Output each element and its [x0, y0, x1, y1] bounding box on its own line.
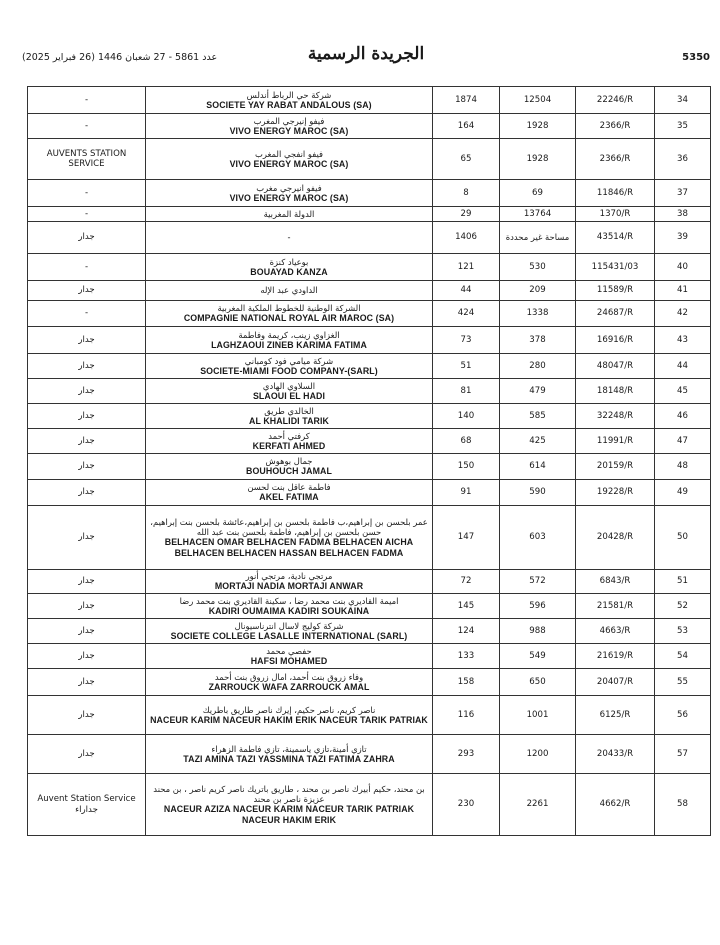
- title-ref-cell: 6843/R: [576, 570, 655, 594]
- row-number-cell: 52: [655, 594, 711, 619]
- row-number-cell: 53: [655, 619, 711, 644]
- title-ref-cell: 11846/R: [576, 180, 655, 207]
- area-cell: 91: [433, 480, 500, 506]
- row-number-cell: 48: [655, 454, 711, 480]
- title-ref-cell: 32248/R: [576, 404, 655, 429]
- note-text: -: [84, 94, 89, 105]
- owner-name-arabic: مرتجي نادية، مرتجي أنور: [245, 571, 333, 582]
- total-area-cell: 988: [500, 619, 576, 644]
- owner-cell: [146, 379, 433, 404]
- note-cell: [28, 139, 146, 180]
- owner-name-arabic: شركة كوليج لاسال انترناسيونال: [234, 620, 344, 631]
- total-area-cell: 1928: [500, 114, 576, 139]
- row-number-cell: 43: [655, 327, 711, 354]
- row-number-cell: 45: [655, 379, 711, 404]
- owner-cell: [146, 222, 433, 254]
- owner-name-arabic: فيفو انفجي المغرب: [255, 148, 323, 159]
- title-ref-cell: 21581/R: [576, 594, 655, 619]
- row-number-cell: 49: [655, 480, 711, 506]
- row-number-cell: 34: [655, 87, 711, 114]
- area-cell: 81: [433, 379, 500, 404]
- title-ref-cell: 22246/R: [576, 87, 655, 114]
- row-number-cell: 41: [655, 281, 711, 301]
- owner-name-latin: BOUAYAD KANZA: [250, 266, 328, 277]
- row-number-cell: 50: [655, 506, 711, 570]
- note-text: جدار: [78, 576, 95, 587]
- note-text: جدار: [78, 385, 95, 396]
- note-text: جدار: [78, 461, 95, 472]
- owner-name-latin: VIVO ENERGY MAROC (SA): [229, 158, 349, 169]
- owner-name-arabic: فيفو إنيرجي المغرب: [253, 115, 325, 126]
- note-text: جدار: [78, 625, 95, 636]
- note-cell: [28, 207, 146, 222]
- owner-cell: [146, 207, 433, 222]
- total-area-cell: 1338: [500, 301, 576, 327]
- note-cell: [28, 327, 146, 354]
- owner-name-latin: BOUHOUCH JAMAL: [246, 466, 332, 477]
- row-number-cell: 39: [655, 222, 711, 254]
- note-cell: [28, 114, 146, 139]
- table-row: [28, 180, 711, 207]
- total-area-cell: 549: [500, 644, 576, 669]
- owner-cell: [146, 254, 433, 281]
- area-cell: 230: [433, 774, 500, 836]
- owner-name-arabic: تازي أمينة،تازي ياسمينة، تازي فاطمة الزهراء: [211, 743, 367, 754]
- owner-cell: [146, 644, 433, 669]
- owner-cell: [146, 669, 433, 696]
- note-text: جدار: [78, 334, 95, 345]
- note-cell: [28, 429, 146, 454]
- area-cell: 73: [433, 327, 500, 354]
- title-ref-cell: 11589/R: [576, 281, 655, 301]
- table-row: [28, 354, 711, 379]
- note-cell: [28, 774, 146, 836]
- row-number-cell: 42: [655, 301, 711, 327]
- note-text: جدار: [78, 600, 95, 611]
- table-row: [28, 207, 711, 222]
- owner-cell: [146, 570, 433, 594]
- note-text: جدار: [78, 709, 95, 720]
- owner-cell: [146, 301, 433, 327]
- row-number-cell: 36: [655, 139, 711, 180]
- total-area-cell: 425: [500, 429, 576, 454]
- area-cell: 51: [433, 354, 500, 379]
- title-ref-cell: 11991/R: [576, 429, 655, 454]
- owner-name-latin: KADIRI OUMAIMA KADIRI SOUKAINA: [208, 605, 370, 616]
- table-row: [28, 114, 711, 139]
- title-ref-cell: 24687/R: [576, 301, 655, 327]
- title-ref-cell: 6125/R: [576, 696, 655, 735]
- total-area-cell: 585: [500, 404, 576, 429]
- title-ref-cell: 43514/R: [576, 222, 655, 254]
- total-area-cell: 209: [500, 281, 576, 301]
- owner-name-arabic: عمر بلحسن بن إبراهيم،ب فاطمة بلحسن بن إبراهيم،عائشة بلحسن بنت إبراهيم، حسن بلحسن بن إبراهيم، فاطمة بلحسن بنت عبد الله: [150, 516, 428, 537]
- note-cell: [28, 454, 146, 480]
- area-cell: 116: [433, 696, 500, 735]
- table-row: [28, 735, 711, 774]
- table-row: [28, 87, 711, 114]
- table-row: [28, 480, 711, 506]
- owner-cell: [146, 114, 433, 139]
- owner-name-latin: LAGHZAOUI ZINEB KARIMA FATIMA: [211, 339, 367, 350]
- area-cell: 158: [433, 669, 500, 696]
- row-number-cell: 40: [655, 254, 711, 281]
- table-row: [28, 454, 711, 480]
- owner-name-latin: VIVO ENERGY MAROC (SA): [229, 192, 349, 203]
- note-cell: [28, 254, 146, 281]
- area-cell: 145: [433, 594, 500, 619]
- note-text: AUVENTS STATION SERVICE: [46, 148, 127, 169]
- note-text: -: [84, 120, 89, 131]
- title-ref-cell: 4663/R: [576, 619, 655, 644]
- note-cell: [28, 570, 146, 594]
- table-row: [28, 404, 711, 429]
- owner-cell: [146, 619, 433, 644]
- total-area-cell: 572: [500, 570, 576, 594]
- area-cell: 121: [433, 254, 500, 281]
- note-text: -: [84, 308, 89, 319]
- owner-name-latin: BELHACEN OMAR BELHACEN FADMA BELHACEN AICHA BELHACEN BELHACEN HASSAN BELHACEN FADMA: [164, 537, 414, 558]
- row-number-cell: 35: [655, 114, 711, 139]
- owner-name-arabic: اميمة القاديري بنت محمد رضا ، سكينة القاديري بنت محمد رضا: [179, 595, 399, 606]
- owner-name-latin: COMPAGNIE NATIONAL ROYAL AIR MAROC (SA): [183, 313, 395, 324]
- owner-name-latin: SOCIETE-MIAMI FOOD COMPANY-(SARL): [200, 365, 378, 376]
- owner-name-latin: NACEUR KARIM NACEUR HAKIM ERIK NACEUR TARIK PATRIAK: [150, 714, 428, 725]
- owner-name-arabic: الداودي عبد الإله: [260, 285, 318, 296]
- owner-cell: [146, 735, 433, 774]
- issue-info: عدد 5861 - 27 شعبان 1446 (26 فبراير 2025): [22, 52, 218, 63]
- area-cell: 8: [433, 180, 500, 207]
- table-row: [28, 774, 711, 836]
- note-text: جدار: [78, 532, 95, 543]
- area-cell: 293: [433, 735, 500, 774]
- owner-name-arabic: الدولة المغربية: [263, 208, 315, 219]
- note-cell: [28, 222, 146, 254]
- total-area-cell: 1200: [500, 735, 576, 774]
- area-cell: 150: [433, 454, 500, 480]
- total-area-cell: 12504: [500, 87, 576, 114]
- row-number-cell: 38: [655, 207, 711, 222]
- area-cell: 44: [433, 281, 500, 301]
- owner-cell: [146, 454, 433, 480]
- area-cell: 164: [433, 114, 500, 139]
- page-header: [22, 42, 710, 68]
- owner-name-latin: HAFSI MOHAMED: [250, 655, 328, 666]
- area-cell: 65: [433, 139, 500, 180]
- table-row: [28, 379, 711, 404]
- title-ref-cell: 18148/R: [576, 379, 655, 404]
- title-ref-cell: 20159/R: [576, 454, 655, 480]
- page-number: 5350: [682, 52, 710, 63]
- title-ref-cell: 19228/R: [576, 480, 655, 506]
- table-row: [28, 327, 711, 354]
- note-text: جدار: [78, 435, 95, 446]
- title-ref-cell: 21619/R: [576, 644, 655, 669]
- table-row: [28, 669, 711, 696]
- table-row: [28, 139, 711, 180]
- owner-cell: [146, 180, 433, 207]
- row-number-cell: 47: [655, 429, 711, 454]
- owner-name-latin: TAZI AMINA TAZI YASSMINA TAZI FATIMA ZAHRA: [183, 753, 395, 764]
- note-text: جدار: [78, 487, 95, 498]
- note-cell: [28, 619, 146, 644]
- owner-name-arabic: الغزاوي زينب، كريمة وفاطمة: [238, 329, 340, 340]
- area-cell: 133: [433, 644, 500, 669]
- gazette-title: الجريدة الرسمية: [307, 44, 425, 64]
- owner-name-latin: SLAOUI EL HADI: [252, 390, 326, 401]
- note-cell: [28, 669, 146, 696]
- row-number-cell: 56: [655, 696, 711, 735]
- owner-name-arabic: الشركة الوطنية للخطوط الملكية المغربية: [217, 303, 361, 314]
- row-number-cell: 57: [655, 735, 711, 774]
- total-area-cell: 596: [500, 594, 576, 619]
- note-text: جدار: [78, 676, 95, 687]
- title-ref-cell: 1370/R: [576, 207, 655, 222]
- title-ref-cell: 115431/03: [576, 254, 655, 281]
- title-ref-cell: 2366/R: [576, 139, 655, 180]
- note-cell: [28, 644, 146, 669]
- owner-name-latin: SOCIETE YAY RABAT ANDALOUS (SA): [206, 99, 372, 110]
- row-number-cell: 54: [655, 644, 711, 669]
- row-number-cell: 55: [655, 669, 711, 696]
- owner-name-latin: KERFATI AHMED: [252, 440, 326, 451]
- title-ref-cell: 2366/R: [576, 114, 655, 139]
- note-cell: [28, 87, 146, 114]
- owner-cell: [146, 327, 433, 354]
- total-area-cell: 280: [500, 354, 576, 379]
- note-text: Auvent Station Service جداراء: [37, 794, 136, 815]
- table-row: [28, 301, 711, 327]
- total-area-cell: 614: [500, 454, 576, 480]
- note-text: جدار: [78, 360, 95, 371]
- note-cell: [28, 379, 146, 404]
- area-cell: 424: [433, 301, 500, 327]
- note-cell: [28, 480, 146, 506]
- owner-cell: [146, 696, 433, 735]
- owner-name-arabic: السلاوي الهادي: [262, 380, 316, 391]
- note-text: جدار: [78, 748, 95, 759]
- owner-name-latin: ZARROUCK WAFA ZARROUCK AMAL: [208, 681, 370, 692]
- total-area-cell: 378: [500, 327, 576, 354]
- area-cell: 124: [433, 619, 500, 644]
- note-text: -: [84, 208, 89, 219]
- note-text: جدار: [78, 285, 95, 296]
- owner-name-latin: NACEUR AZIZA NACEUR KARIM NACEUR TARIK PATRIAK NACEUR HAKIM ERIK: [163, 804, 415, 825]
- total-area-cell: 650: [500, 669, 576, 696]
- owner-name-arabic: شركة ميامي فود كومباني: [244, 355, 334, 366]
- title-ref-cell: 20407/R: [576, 669, 655, 696]
- owner-name-arabic: -: [287, 232, 291, 243]
- title-ref-cell: 48047/R: [576, 354, 655, 379]
- owner-name-arabic: فاطمة عاقل بنت لحسن: [247, 482, 331, 493]
- table-row: [28, 429, 711, 454]
- table-row: [28, 594, 711, 619]
- table-row: [28, 570, 711, 594]
- owner-name-arabic: ناصر كريم، ناصر حكيم، إيرك ناصر طاريق باطريك: [202, 704, 376, 715]
- note-text: جدار: [78, 650, 95, 661]
- owner-name-arabic: حفصي محمد: [266, 645, 312, 656]
- area-cell: 1874: [433, 87, 500, 114]
- note-cell: [28, 594, 146, 619]
- owner-name-latin: MORTAJI NADIA MORTAJI ANWAR: [214, 581, 364, 592]
- owner-name-arabic: وفاء زروق بنت أحمد، امال زروق بنت أحمد: [214, 671, 364, 682]
- total-area-cell: 69: [500, 180, 576, 207]
- owner-cell: [146, 404, 433, 429]
- row-number-cell: 44: [655, 354, 711, 379]
- title-ref-cell: 16916/R: [576, 327, 655, 354]
- title-ref-cell: 4662/R: [576, 774, 655, 836]
- note-cell: [28, 404, 146, 429]
- note-text: جدار: [78, 410, 95, 421]
- owner-name-latin: AL KHALIDI TARIK: [249, 415, 329, 426]
- owner-cell: [146, 429, 433, 454]
- owner-cell: [146, 354, 433, 379]
- note-cell: [28, 281, 146, 301]
- owner-cell: [146, 480, 433, 506]
- table-row: [28, 696, 711, 735]
- row-number-cell: 37: [655, 180, 711, 207]
- owner-cell: [146, 87, 433, 114]
- note-cell: [28, 506, 146, 570]
- table-row: [28, 281, 711, 301]
- area-cell: 140: [433, 404, 500, 429]
- owner-name-arabic: شركة حي الرباط أندلس: [246, 89, 332, 100]
- owner-name-arabic: بوعياد كنزة: [269, 256, 309, 267]
- note-cell: [28, 301, 146, 327]
- table-row: [28, 254, 711, 281]
- parcel-table: [27, 86, 711, 836]
- note-text: -: [84, 187, 89, 198]
- total-area-cell: 603: [500, 506, 576, 570]
- owner-name-arabic: فيفو انيرجي مغرب: [256, 182, 322, 193]
- total-area-cell: 2261: [500, 774, 576, 836]
- note-cell: [28, 696, 146, 735]
- total-area-cell: 590: [500, 480, 576, 506]
- owner-cell: [146, 139, 433, 180]
- owner-name-arabic: كرفتي أحمد: [268, 430, 310, 441]
- area-cell: 72: [433, 570, 500, 594]
- row-number-cell: 46: [655, 404, 711, 429]
- area-cell: 147: [433, 506, 500, 570]
- note-text: -: [84, 261, 89, 272]
- owner-cell: [146, 774, 433, 836]
- area-cell: 1406: [433, 222, 500, 254]
- total-area-cell: 479: [500, 379, 576, 404]
- row-number-cell: 51: [655, 570, 711, 594]
- title-ref-cell: 20428/R: [576, 506, 655, 570]
- total-area-cell: 1928: [500, 139, 576, 180]
- owner-name-latin: AKEL FATIMA: [259, 492, 319, 503]
- note-cell: [28, 735, 146, 774]
- total-area-cell: 1001: [500, 696, 576, 735]
- owner-name-arabic: جمال بوهوش: [265, 456, 313, 467]
- title-ref-cell: 20433/R: [576, 735, 655, 774]
- note-cell: [28, 354, 146, 379]
- total-area-cell: مساحة غير محددة: [500, 222, 576, 254]
- table-row: [28, 222, 711, 254]
- table-row: [28, 644, 711, 669]
- owner-name-arabic: الخالدي طريق: [264, 405, 314, 416]
- table-row: [28, 619, 711, 644]
- note-cell: [28, 180, 146, 207]
- owner-name-latin: SOCIETE COLLEGE LASALLE INTERNATIONAL (SARL): [170, 630, 408, 641]
- table-row: [28, 506, 711, 570]
- owner-cell: [146, 594, 433, 619]
- total-area-cell: 13764: [500, 207, 576, 222]
- area-cell: 68: [433, 429, 500, 454]
- owner-name-arabic: بن محند، حكيم أبيرك ناصر بن محند ، طاريق باتريك ناصر كريم ناصر ، بن محند عزيزة ناصر بن محند: [153, 783, 425, 804]
- note-text: جدار: [78, 232, 95, 243]
- owner-cell: [146, 506, 433, 570]
- area-cell: 29: [433, 207, 500, 222]
- owner-name-latin: VIVO ENERGY MAROC (SA): [229, 125, 349, 136]
- owner-cell: [146, 281, 433, 301]
- row-number-cell: 58: [655, 774, 711, 836]
- total-area-cell: 530: [500, 254, 576, 281]
